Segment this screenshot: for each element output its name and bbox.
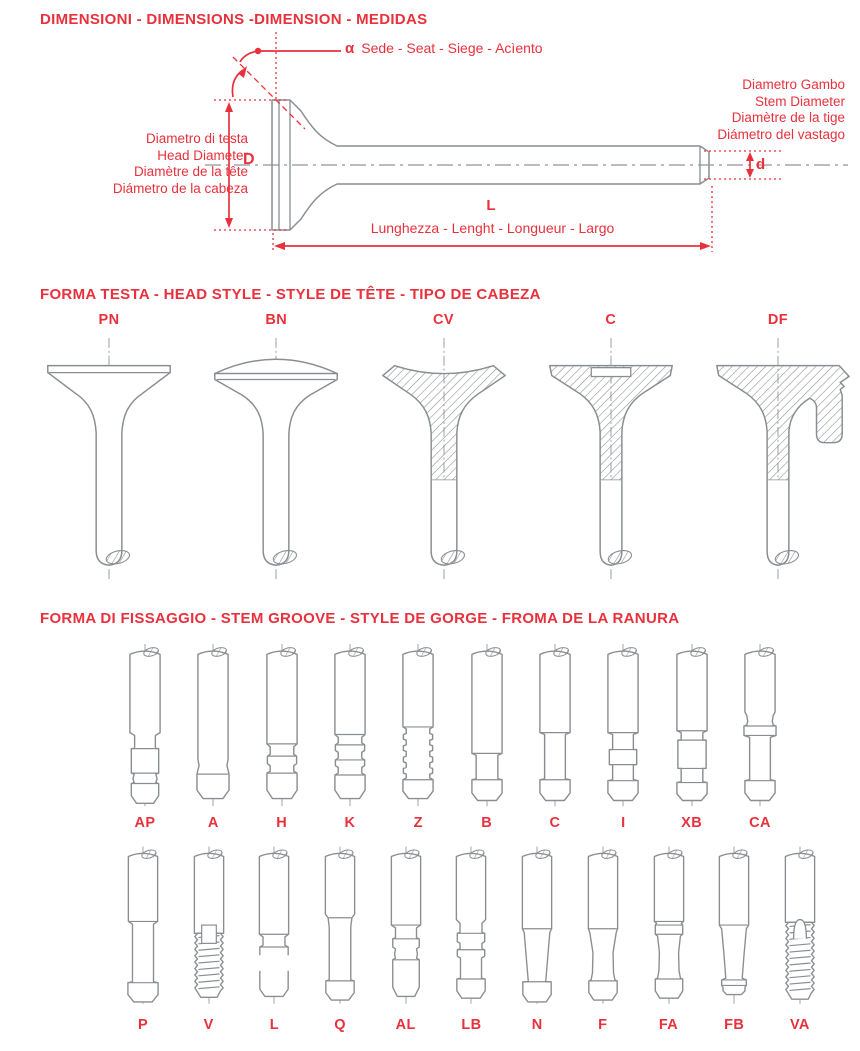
stem-groove-AL-drawing — [374, 838, 438, 1014]
stem-groove-H-drawing — [249, 640, 315, 812]
stem-groove-section-title: FORMA DI FISSAGGIO - STEM GROOVE - STYLE DE GORGE - FROMA DE LA RANURA — [40, 610, 680, 627]
stem-groove-label: Z — [413, 815, 423, 831]
stem-groove-C-figure — [522, 640, 588, 831]
head-style-C-drawing — [532, 330, 690, 586]
stem-groove-A-figure — [180, 640, 246, 831]
stem-groove-label: I — [621, 815, 626, 831]
stem-groove-label: V — [203, 1017, 214, 1033]
stem-groove-label: AL — [395, 1017, 416, 1033]
head-style-section-title: FORMA TESTA - HEAD STYLE - STYLE DE TÊTE - TIPO DE CABEZA — [40, 286, 541, 303]
stem-groove-I-figure — [590, 640, 656, 831]
stem-groove-V-drawing — [177, 838, 241, 1014]
stem-groove-FA-figure — [637, 838, 701, 1033]
stem-groove-C-drawing — [522, 640, 588, 812]
stem-groove-H-figure — [249, 640, 315, 831]
stem-groove-B-figure — [454, 640, 520, 831]
stem-groove-label: F — [598, 1017, 608, 1033]
stem-groove-FB-drawing — [702, 838, 766, 1014]
stem-groove-label: C — [549, 815, 561, 831]
head-diameter-line-it: Diametro di testa — [145, 131, 248, 146]
stem-groove-N-figure — [505, 838, 569, 1033]
stem-groove-AP-drawing — [112, 640, 178, 812]
stem-groove-Q-figure — [308, 838, 372, 1033]
stem-groove-label: FA — [658, 1017, 679, 1033]
head-style-BN-figure — [197, 312, 355, 586]
stem-groove-A-drawing — [180, 640, 246, 812]
stem-diameter-line-es: Diámetro del vastago — [717, 126, 845, 142]
head-style-label: DF — [767, 312, 789, 328]
head-style-DF-drawing — [699, 330, 857, 586]
head-style-CV-drawing — [365, 330, 523, 586]
stem-groove-LB-drawing — [439, 838, 503, 1014]
alpha-symbol: α — [345, 40, 355, 57]
stem-groove-N-drawing — [505, 838, 569, 1014]
stem-groove-V-figure — [177, 838, 241, 1033]
stem-groove-K-drawing — [317, 640, 383, 812]
stem-diameter-labels — [647, 77, 845, 143]
head-style-label: BN — [265, 312, 288, 328]
head-style-CV-figure — [365, 312, 523, 586]
stem-groove-CA-figure — [727, 640, 793, 831]
stem-groove-L-drawing — [242, 838, 306, 1014]
head-diameter-symbol: D — [243, 151, 255, 168]
stem-groove-FB-figure — [702, 838, 766, 1033]
length-symbol: L — [486, 197, 496, 214]
stem-groove-label: LB — [461, 1017, 482, 1033]
stem-groove-L-figure — [242, 838, 306, 1033]
stem-groove-row-1 — [112, 640, 793, 831]
stem-groove-VA-drawing — [768, 838, 832, 1014]
stem-groove-XB-drawing — [659, 640, 725, 812]
stem-groove-P-figure — [111, 838, 175, 1033]
stem-groove-CA-drawing — [727, 640, 793, 812]
stem-groove-AL-figure — [374, 838, 438, 1033]
head-diameter-line-es: Diámetro de la cabeza — [112, 180, 248, 196]
stem-groove-XB-figure — [659, 640, 725, 831]
stem-groove-label: K — [344, 815, 356, 831]
stem-groove-label: A — [207, 815, 219, 831]
dimensions-section-title: DIMENSIONI - DIMENSIONS -DIMENSION - MEDIDAS — [40, 11, 428, 28]
stem-groove-F-figure — [571, 838, 635, 1033]
head-style-DF-figure — [699, 312, 857, 586]
seat-label: Sede - Seat - Siege - Acìento — [361, 40, 543, 56]
stem-groove-label: L — [269, 1017, 279, 1033]
stem-groove-Q-drawing — [308, 838, 372, 1014]
stem-groove-F-drawing — [571, 838, 635, 1014]
stem-groove-row-2 — [111, 838, 832, 1033]
head-style-label: PN — [98, 312, 120, 328]
stem-groove-AP-figure — [112, 640, 178, 831]
stem-diameter-symbol: d — [756, 156, 766, 173]
stem-groove-label: N — [531, 1017, 543, 1033]
stem-groove-Z-figure — [385, 640, 451, 831]
stem-diameter-line-fr: Diamètre de la tige — [731, 110, 845, 125]
stem-groove-label: XB — [681, 815, 703, 831]
stem-diameter-line-it: Diametro Gambo — [742, 77, 845, 92]
head-style-label: C — [605, 312, 617, 328]
stem-groove-label: AP — [134, 815, 156, 831]
stem-groove-label: B — [481, 815, 493, 831]
stem-groove-Z-drawing — [385, 640, 451, 812]
stem-groove-label: VA — [789, 1017, 810, 1033]
head-style-label: CV — [433, 312, 454, 328]
head-style-C-figure — [532, 312, 690, 586]
stem-groove-FA-drawing — [637, 838, 701, 1014]
length-label: Lunghezza - Lenght - Longueur - Largo — [370, 220, 615, 236]
head-style-PN-figure — [30, 312, 188, 586]
head-diameter-labels — [50, 131, 248, 197]
stem-groove-label: P — [137, 1017, 149, 1033]
seat-annotation — [345, 40, 543, 57]
stem-groove-label: CA — [749, 815, 771, 831]
stem-diameter-line-en: Stem Diameter — [754, 93, 845, 109]
head-style-row — [30, 312, 857, 586]
stem-groove-I-drawing — [590, 640, 656, 812]
stem-groove-VA-figure — [768, 838, 832, 1033]
stem-groove-B-drawing — [454, 640, 520, 812]
head-style-PN-drawing — [30, 330, 188, 586]
stem-groove-label: FB — [724, 1017, 745, 1033]
head-diameter-line-fr: Diamètre de la tête — [133, 164, 248, 179]
stem-groove-label: Q — [334, 1017, 346, 1033]
stem-groove-K-figure — [317, 640, 383, 831]
stem-groove-P-drawing — [111, 838, 175, 1014]
head-style-BN-drawing — [197, 330, 355, 586]
head-diameter-line-en: Head Diameter — [157, 147, 248, 163]
stem-groove-label: H — [276, 815, 288, 831]
stem-groove-LB-figure — [439, 838, 503, 1033]
